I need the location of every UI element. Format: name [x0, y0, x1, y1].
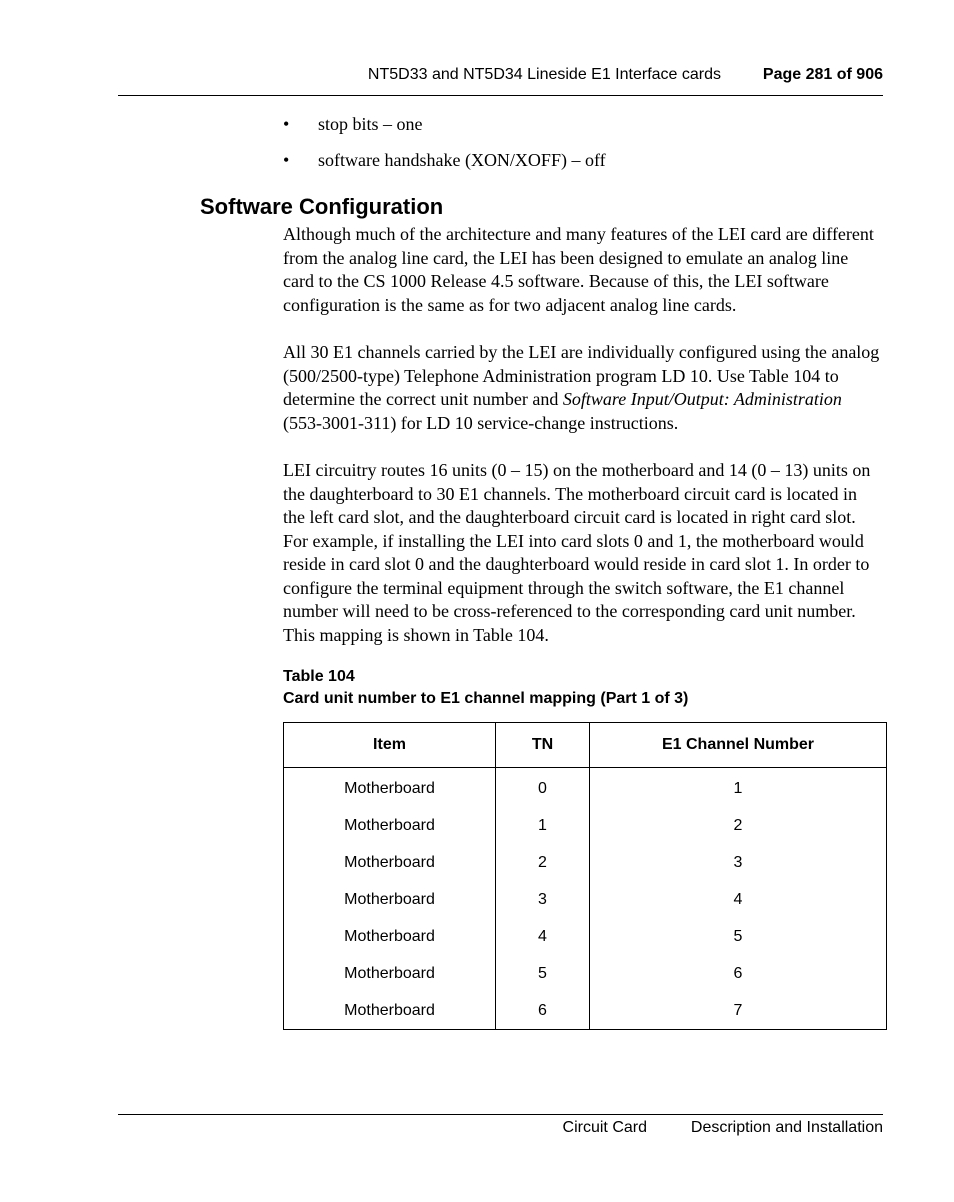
paragraph-text: (553-3001-311) for LD 10 service-change instructions. [283, 412, 679, 433]
paragraph-architecture: Although much of the architecture and many features of the LEI card are different from the analog line card, the LEI has been designed to emulate an analog line card to the CS 1000 Release 4.5 software. Because of this, the LEI software configuration is the same as for two adjacent analog line cards. [283, 224, 874, 315]
column-header-e1-channel: E1 Channel Number [590, 723, 887, 768]
bullet-text: software handshake (XON/XOFF) – off [318, 150, 606, 170]
cell-tn: 0 [496, 768, 590, 808]
header-document-title: NT5D33 and NT5D34 Lineside E1 Interface cards [367, 66, 721, 83]
cell-e1-channel: 6 [733, 964, 743, 982]
bullet-mark: • [283, 114, 290, 134]
cell-tn: 5 [496, 955, 590, 992]
table-row [284, 992, 887, 1030]
table-row [284, 955, 887, 992]
cell-item: Motherboard [284, 992, 496, 1030]
document-reference-title: Software Input/Output: Administration [562, 389, 842, 409]
cell-tn: 2 [496, 844, 590, 881]
cell-item: Motherboard [284, 844, 496, 881]
section-heading: Software Configuration [200, 194, 444, 219]
cell-e1-channel: 2 [733, 816, 743, 834]
cell-tn: 1 [496, 807, 590, 844]
table-row [284, 844, 887, 881]
table-number: Table 104 [283, 668, 355, 685]
cell-e1-channel: 7 [733, 1001, 743, 1019]
cell-item: Motherboard [284, 881, 496, 918]
cell-item: Motherboard [284, 807, 496, 844]
bullet-mark: • [283, 150, 290, 170]
cell-tn: 6 [496, 992, 590, 1030]
cell-e1-channel: 5 [733, 927, 743, 945]
paragraph-channel-configuration [283, 341, 883, 435]
cell-tn: 4 [496, 918, 590, 955]
footer-book-title: Description and Installation [690, 1119, 883, 1136]
table-header-row [284, 723, 887, 768]
column-header-tn: TN [496, 723, 590, 768]
running-header [118, 66, 883, 88]
channel-mapping-table [283, 722, 887, 1030]
cell-e1-channel: 1 [733, 779, 743, 797]
footer-book-part: Circuit Card [562, 1119, 647, 1136]
table-row [284, 881, 887, 918]
cell-tn: 3 [496, 881, 590, 918]
cell-e1-channel: 3 [733, 853, 743, 871]
table-row [284, 807, 887, 844]
paragraph-circuitry-routing: LEI circuitry routes 16 units (0 – 15) on the motherboard and 14 (0 – 13) units on the daughterboard to 30 E1 channels. The motherboard circuit card is located in the left card slot, and the daughterboard circuit card is located in right card slot. For example, if installing the LEI into card slots 0 and 1, the motherboard would reside in card slot 0 and the daughterboard would reside in card slot 1. In order to configure the terminal equipment through the switch software, the E1 channel number will need to be cross-referenced to the corresponding card unit number. This mapping is shown in Table 104. [283, 460, 871, 645]
cell-item: Motherboard [284, 918, 496, 955]
bullet-text: stop bits – one [318, 114, 423, 134]
table-row [284, 768, 887, 808]
cell-item: Motherboard [284, 955, 496, 992]
header-rule [118, 95, 883, 96]
cell-e1-channel: 4 [733, 890, 743, 908]
column-header-item: Item [284, 723, 496, 768]
table-caption: Card unit number to E1 channel mapping (Part 1 of 3) [283, 690, 689, 707]
paragraph-text: All 30 E1 channels carried by the LEI are individually configured using the analog (500/2500-type) Telephone Administration program LD 10. Use Table 104 to determine the correct unit number and [283, 342, 880, 409]
table-row [284, 918, 887, 955]
header-page-number: Page 281 of 906 [762, 66, 883, 83]
footer-rule [118, 1114, 883, 1115]
cell-item: Motherboard [284, 768, 496, 808]
